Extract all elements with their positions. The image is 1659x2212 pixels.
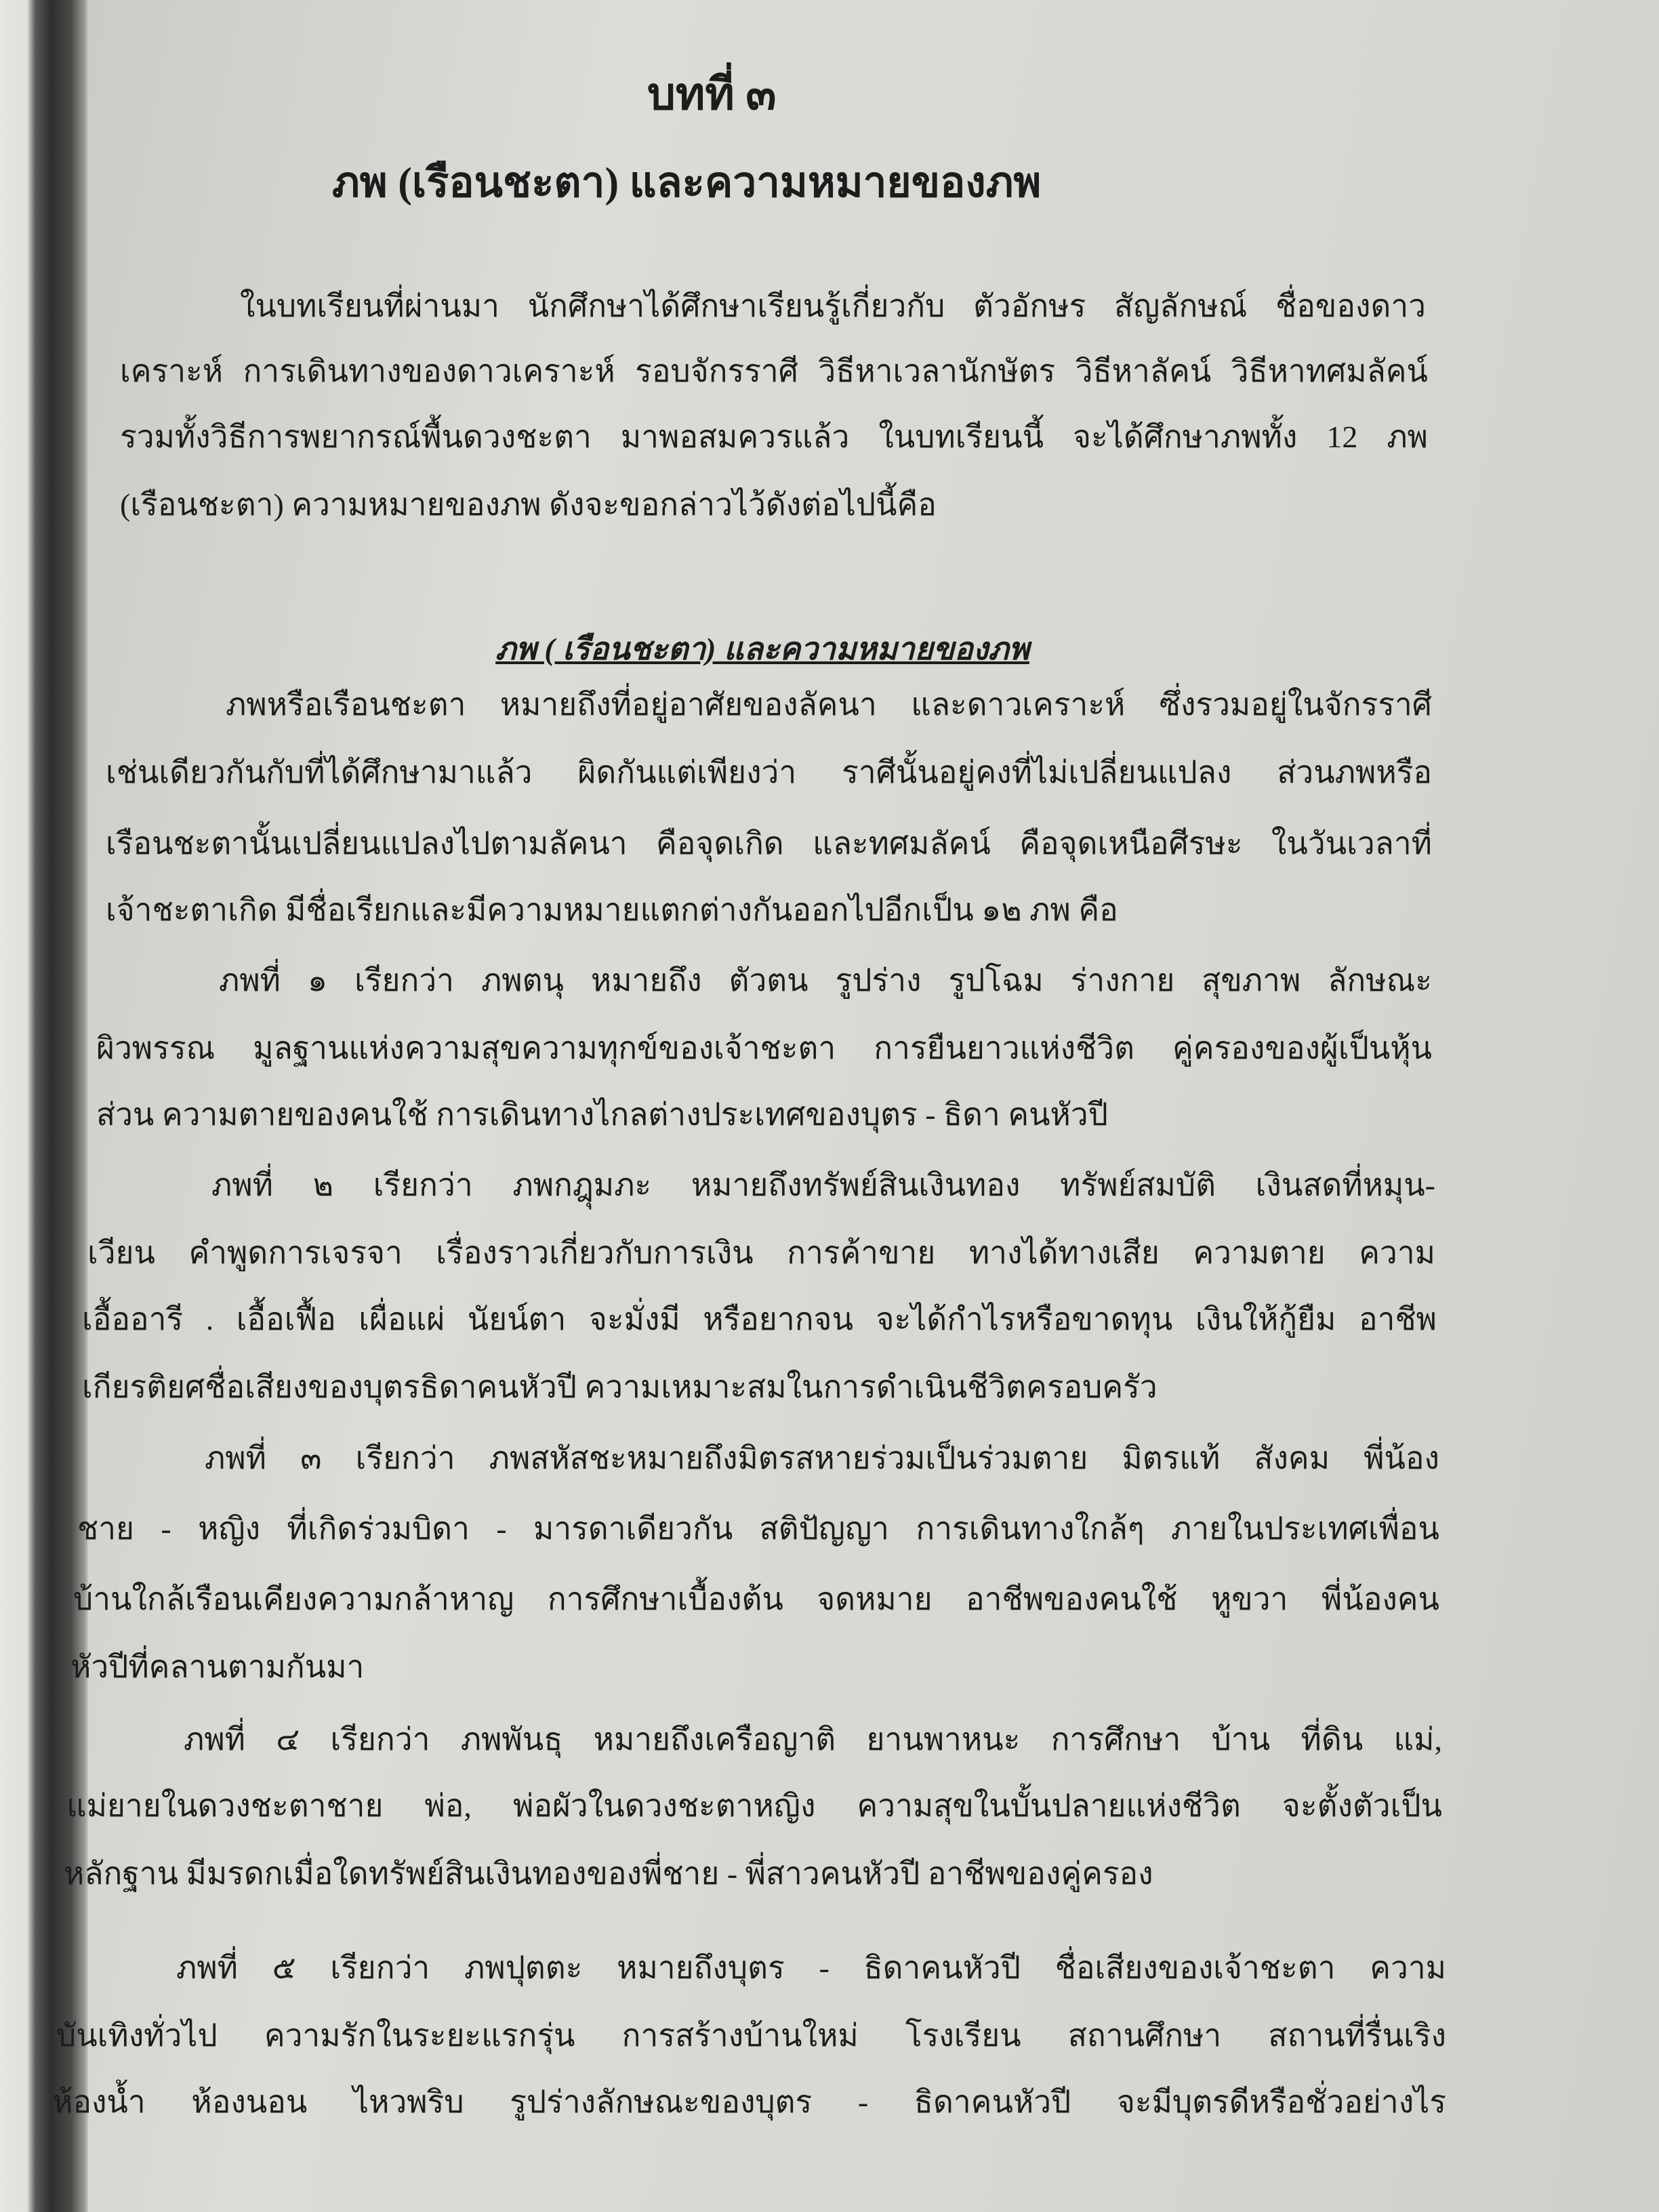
text-line: เรือนชะตานั้นเปลี่ยนแปลงไปตามลัคนา คือจุดเกิด และทศมลัคน์ คือจุดเหนือศีรษะ ในวันเวลาที่	[106, 826, 1432, 861]
chapter-title: บทที่ ๓	[647, 70, 777, 119]
text-line: ผิวพรรณ มูลฐานแห่งความสุขความทุกข์ของเจ้าชะตา การยืนยาวแห่งชีวิต คู่ครองของผู้เป็นหุ้น	[96, 1031, 1432, 1065]
text-line: ในบทเรียนที่ผ่านมา นักศึกษาได้ศึกษาเรียนรู้เกี่ยวกับ ตัวอักษร สัญลักษณ์ ชื่อของดาว	[240, 289, 1426, 323]
text-line: (เรือนชะตา) ความหมายของภพ ดังจะขอกล่าวไว้ดังต่อไปนี้คือ	[120, 487, 937, 522]
text-line: ภพที่ ๓ เรียกว่า ภพสหัสชะหมายถึงมิตรสหายร่วมเป็นร่วมตาย มิตรแท้ สังคม พี่น้อง	[205, 1441, 1439, 1475]
text-line: เกียรติยศชื่อเสียงของบุตรธิดาคนหัวปี ความเหมาะสมในการดำเนินชีวิตครอบครัว	[82, 1370, 1158, 1404]
text-line: หัวปีที่คลานตามกันมา	[70, 1650, 365, 1684]
text-line: ภพที่ ๔ เรียกว่า ภพพันธุ หมายถึงเครือญาติ ยานพาหนะ การศึกษา บ้าน ที่ดิน แม่,	[184, 1722, 1442, 1757]
text-line: เช่นเดียวกันกับที่ได้ศึกษามาแล้ว ผิดกันแต่เพียงว่า ราศีนั้นอยู่คงที่ไม่เปลี่ยนแปลง ส่วนภพหรือ	[106, 755, 1432, 790]
text-line: ห้องน้ำ ห้องนอน ไหวพริบ รูปร่างลักษณะของบุตร - ธิดาคนหัวปี จะมีบุตรดีหรือชั่วอย่างไร	[52, 2085, 1446, 2119]
text-line: บ้านใกล้เรือนเคียงความกล้าหาญ การศึกษาเบื้องต้น จดหมาย อาชีพของคนใช้ หูขวา พี่น้องคน	[73, 1582, 1439, 1616]
text-line: ส่วน ความตายของคนใช้ การเดินทางไกลต่างประเทศของบุตร - ธิดา คนหัวปี	[96, 1097, 1108, 1132]
section-heading: ภพ ( เรือนชะตา) และความหมายของภพ	[495, 632, 1029, 666]
text-line: ชาย - หญิง ที่เกิดร่วมบิดา - มารดาเดียวกัน สติปัญญา การเดินทางใกล้ๆ ภายในประเทศเพื่อน	[77, 1511, 1439, 1546]
text-line: รวมทั้งวิธีการพยากรณ์พื้นดวงชะตา มาพอสมควรแล้ว ในบทเรียนนี้ จะได้ศึกษาภพทั้ง 12 ภพ	[120, 419, 1428, 454]
text-line: เคราะห์ การเดินทางของดาวเคราะห์ รอบจักรราศี วิธีหาเวลานักษัตร วิธีหาลัคน์ วิธีหาทศมลัคน์	[120, 354, 1428, 388]
text-line: ภพที่ ๑ เรียกว่า ภพตนุ หมายถึง ตัวตน รูปร่าง รูปโฉม ร่างกาย สุขภาพ ลักษณะ	[219, 963, 1432, 998]
text-line: เวียน คำพูดการเจรจา เรื่องราวเกี่ยวกับการเงิน การค้าขาย ทางได้ทางเสีย ความตาย ความ	[87, 1235, 1435, 1270]
text-line: เจ้าชะตาเกิด มีชื่อเรียกและมีความหมายแตกต่างกันออกไปอีกเป็น ๑๒ ภพ คือ	[106, 893, 1118, 927]
text-line: แม่ยายในดวงชะตาชาย พ่อ, พ่อผัวในดวงชะตาหญิง ความสุขในบั้นปลายแห่งชีวิต จะตั้งตัวเป็น	[66, 1788, 1442, 1823]
text-line: ภพหรือเรือนชะตา หมายถึงที่อยู่อาศัยของลัคนา และดาวเคราะห์ ซึ่งรวมอยู่ในจักรราศี	[226, 687, 1432, 722]
text-line: ภพที่ ๕ เรียกว่า ภพปุตตะ หมายถึงบุตร - ธิดาคนหัวปี ชื่อเสียงของเจ้าชะตา ความ	[176, 1950, 1446, 1985]
text-line: บันเทิงทั่วไป ความรักในระยะแรกรุ่น การสร้างบ้านใหม่ โรงเรียน สถานศึกษา สถานที่รื่นเริง	[56, 2018, 1446, 2053]
chapter-subtitle: ภพ (เรือนชะตา) และความหมายของภพ	[332, 160, 1042, 206]
text-line: เอื้ออารี . เอื้อเฟื้อ เผื่อแผ่ นัยน์ตา จะมั่งมี หรือยากจน จะได้กำไรหรือขาดทุน เงินให้กู้ยืม อาชีพ	[82, 1302, 1437, 1336]
text-line: หลักฐาน มีมรดกเมื่อใดทรัพย์สินเงินทองของพี่ชาย - พี่สาวคนหัวปี อาชีพของคู่ครอง	[64, 1856, 1153, 1891]
text-line: ภพที่ ๒ เรียกว่า ภพกฎุมภะ หมายถึงทรัพย์สินเงินทอง ทรัพย์สมบัติ เงินสดที่หมุน-	[211, 1168, 1435, 1202]
